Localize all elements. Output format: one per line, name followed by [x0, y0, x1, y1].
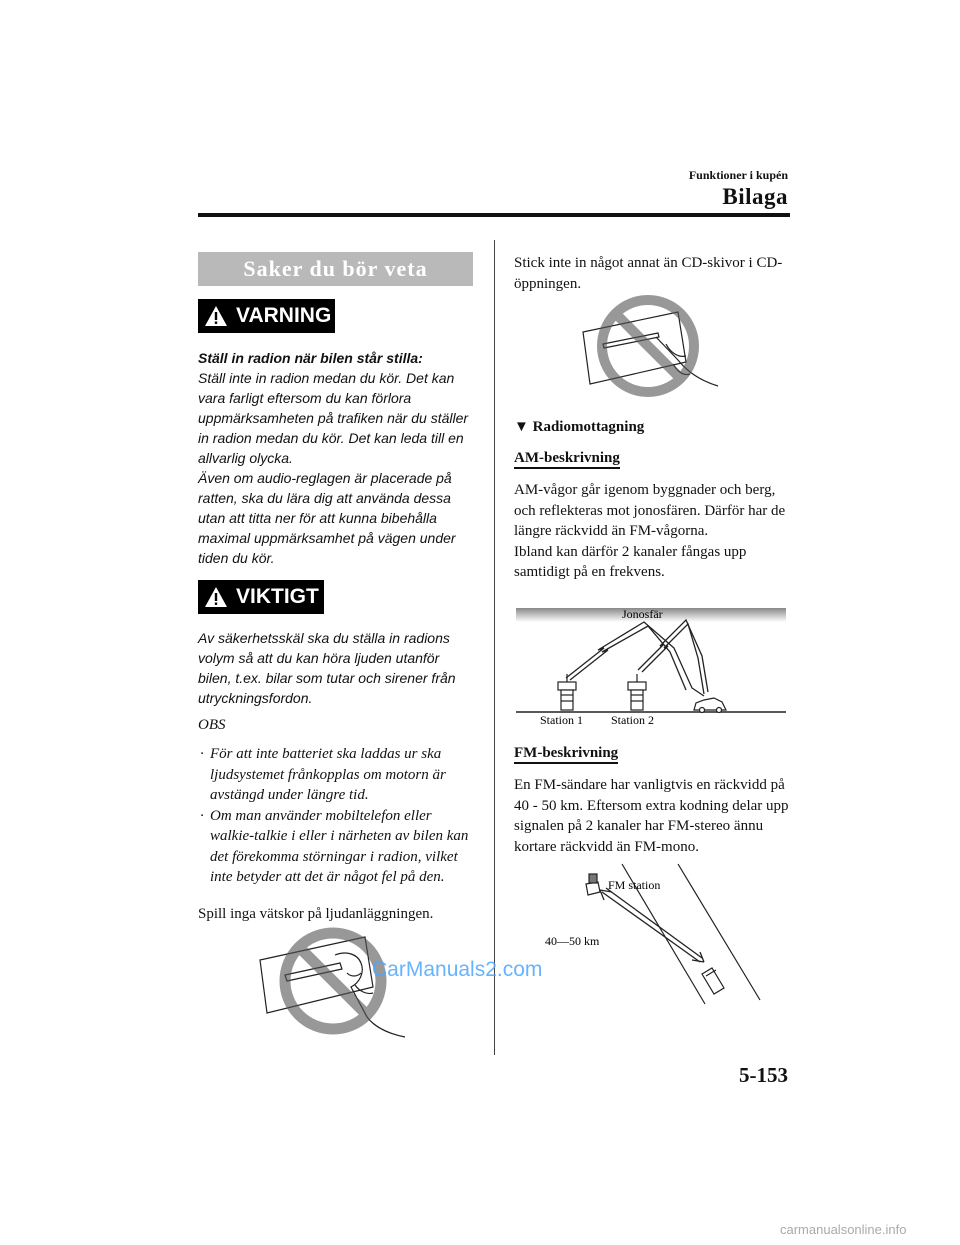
- caution-badge: [198, 580, 324, 614]
- bullet-dot: ·: [200, 807, 204, 824]
- column-divider: [494, 240, 495, 1055]
- watermark-carmanuals2: CarManuals2.com: [372, 958, 543, 981]
- warning-icon: [204, 305, 228, 327]
- fm-text: En FM-sändare har vanligtvis en räckvidd på 40 - 50 km. Eftersom extra kodning delar upp signalen på 2 kanaler har FM-stereo ännu kortare räckvidd än FM-mono.: [514, 777, 789, 855]
- warning-heading: Ställ in radion när bilen står stilla:: [198, 350, 423, 366]
- station-2-label: Station 2: [611, 713, 655, 727]
- note-item-text: Om man använder mobiltelefon eller walkie-talkie i eller i närheten av bilen kan det förekomma störningar i radion, vilket inte betyder att det är något fel på den.: [210, 807, 469, 885]
- station-1-label: Station 1: [540, 713, 584, 727]
- fm-range-label: 40—50 km: [545, 934, 600, 948]
- ionosphere-label: Jonosfär: [622, 607, 663, 621]
- note-item-text: För att inte batteriet ska laddas ur ska ljudsystemet frånkopplas om motorn är avstängd under längre tid.: [210, 746, 446, 803]
- fm-station-label: FM station: [608, 878, 661, 892]
- section-title: Bilaga: [722, 184, 788, 209]
- car-icon: [694, 698, 726, 713]
- am-text-1: AM-vågor går igenom byggnader och berg, och reflekteras mot jonosfären. Därför har de längre räckvidd än FM-vågorna.: [514, 482, 786, 539]
- radio-heading-text: Radiomottagning: [532, 419, 645, 435]
- triangle-down-icon: ▼: [514, 419, 529, 435]
- note-list: [200, 744, 478, 888]
- caution-text: Av säkerhetsskäl ska du ställa in radions volym så att du kan höra ljuden utanför bilen, t.ex. bilar som tutar och sirener från utryckningsfordon.: [198, 630, 456, 706]
- bullet-dot: ·: [200, 746, 204, 762]
- am-heading-text: AM-beskrivning: [514, 450, 620, 469]
- fm-range-diagram: [540, 862, 770, 1007]
- note-item: [200, 806, 478, 888]
- warning-text: [198, 348, 473, 568]
- am-reception-diagram: [514, 600, 789, 730]
- station-1-tower: [558, 674, 576, 710]
- spill-text: Spill inga vätskor på ljudanläggningen.: [198, 906, 434, 922]
- chapter-title: Funktioner i kupén: [688, 168, 788, 182]
- warning-badge: [198, 299, 335, 333]
- fm-station-tower: [586, 874, 600, 895]
- note-item: [200, 744, 478, 806]
- header-rule: [198, 213, 790, 217]
- note-label: OBS: [198, 717, 226, 733]
- cd-text: Stick inte in något annat än CD-skivor i CD-öppningen.: [514, 255, 783, 292]
- watermark-carmanualsonline: carmanualsonline.info: [780, 1222, 907, 1237]
- warning-body-2: Även om audio-reglagen är placerade på ratten, ska du lära dig att använda dessa utan att titta ner för att kunna bibehålla maximal uppmärksamhet på vägen under tiden du kör.: [198, 470, 456, 566]
- fm-heading-text: FM-beskrivning: [514, 745, 618, 764]
- page-number: 5-153: [739, 1063, 788, 1087]
- am-heading: [514, 450, 620, 467]
- station-2-tower: [628, 674, 646, 710]
- am-text-2: Ibland kan därför 2 kanaler fångas upp samtidigt på en frekvens.: [514, 543, 747, 580]
- car-icon: [702, 968, 724, 994]
- range-arrows: [600, 888, 704, 962]
- warning-label: VARNING: [236, 304, 332, 327]
- warning-body: Ställ inte in radion medan du kör. Det kan vara farligt eftersom du kan förlora uppmärksamheten på trafiken när du ställer in radion medan du kör. Det kan leda till en allvarlig olycka.: [198, 370, 469, 466]
- caution-label: VIKTIGT: [236, 585, 319, 608]
- fm-heading: [514, 745, 618, 762]
- am-text: [514, 480, 789, 583]
- spill-prohibition-illustration: [255, 925, 415, 1043]
- cd-prohibition-illustration: [578, 292, 728, 400]
- caution-icon: [204, 586, 228, 608]
- section-banner: Saker du bör veta: [198, 252, 473, 286]
- radio-section-heading: [514, 419, 644, 436]
